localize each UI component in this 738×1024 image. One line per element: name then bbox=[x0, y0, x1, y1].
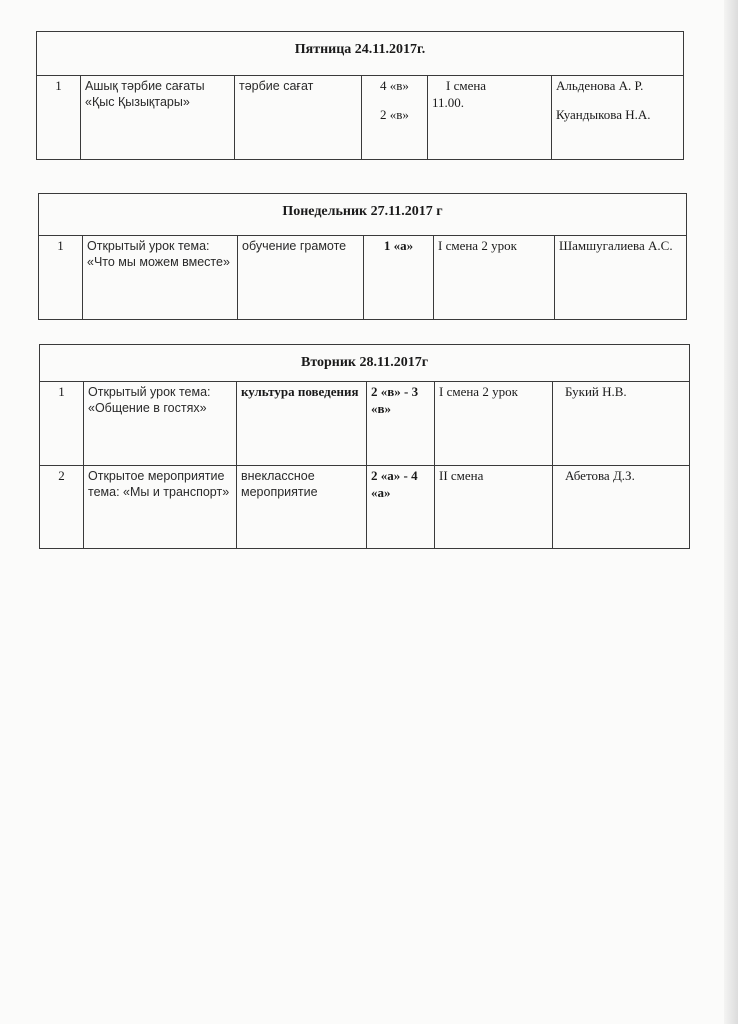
section-title: Вторник 28.11.2017г bbox=[40, 345, 690, 382]
teachers-cell: Шамшугалиева А.С. bbox=[555, 236, 687, 320]
teachers-cell: Абетова Д.З. bbox=[553, 466, 690, 549]
classes-cell: 2 «а» - 4 «а» bbox=[367, 466, 435, 549]
shift-label: I смена bbox=[446, 78, 487, 93]
row-number: 1 bbox=[37, 76, 81, 160]
event-type: обучение грамоте bbox=[238, 236, 364, 320]
shift-time: 11.00. bbox=[432, 94, 465, 110]
section-title: Пятница 24.11.2017г. bbox=[37, 32, 684, 76]
page-edge-shadow bbox=[724, 0, 738, 1024]
event-type: внеклассное мероприятие bbox=[237, 466, 367, 549]
shift-cell: I смена 2 урок bbox=[435, 382, 553, 466]
class-label: 4 «в» bbox=[380, 78, 409, 93]
classes-cell: 2 «в» - 3 «в» bbox=[367, 382, 435, 466]
event-name: Открытый урок тема: «Что мы можем вместе» bbox=[83, 236, 238, 320]
shift-cell: II смена bbox=[435, 466, 553, 549]
schedule-table-tuesday bbox=[39, 344, 690, 549]
schedule-table-monday bbox=[38, 193, 687, 320]
shift-cell: I смена 2 урок bbox=[434, 236, 555, 320]
teacher-name: Альденова А. Р. bbox=[556, 78, 644, 93]
teachers-cell: Букий Н.В. bbox=[553, 382, 690, 466]
shift-cell bbox=[428, 76, 552, 160]
event-type: культура поведения bbox=[237, 382, 367, 466]
table-row bbox=[39, 236, 687, 320]
teacher-name: Куандыкова Н.А. bbox=[556, 106, 651, 122]
table-row bbox=[37, 76, 684, 160]
classes-cell bbox=[362, 76, 428, 160]
teachers-cell bbox=[552, 76, 684, 160]
schedule-table-friday bbox=[36, 31, 684, 160]
table-row bbox=[40, 382, 690, 466]
classes-cell: 1 «а» bbox=[364, 236, 434, 320]
row-number: 2 bbox=[40, 466, 84, 549]
event-name: Открытый урок тема: «Общение в гостях» bbox=[84, 382, 237, 466]
row-number: 1 bbox=[39, 236, 83, 320]
section-title: Понедельник 27.11.2017 г bbox=[39, 194, 687, 236]
event-name: Открытое мероприятие тема: «Мы и транспорт» bbox=[84, 466, 237, 549]
row-number: 1 bbox=[40, 382, 84, 466]
table-row bbox=[40, 466, 690, 549]
class-label: 2 «в» bbox=[380, 106, 409, 122]
event-type: тәрбие сағат bbox=[235, 76, 362, 160]
event-name: Ашық тәрбие сағаты «Қыс Қызықтары» bbox=[81, 76, 235, 160]
